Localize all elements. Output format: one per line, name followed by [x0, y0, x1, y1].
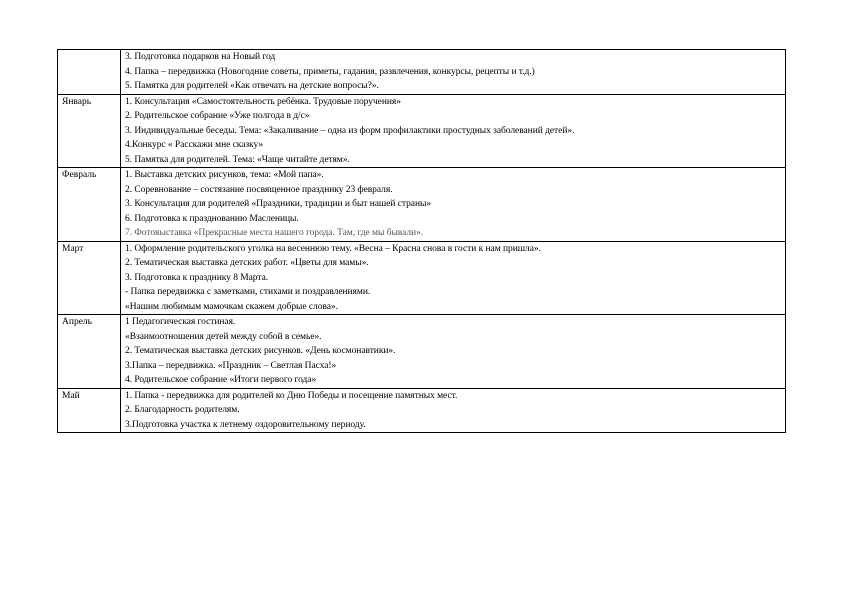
- month-cell: Май: [58, 388, 121, 433]
- list-item: 3. Индивидуальные беседы. Тема: «Закаливание – одна из форм профилактики простудных заболеваний детей».: [125, 125, 575, 136]
- list-item: 6. Подготовка к празднованию Масленицы.: [125, 213, 299, 224]
- list-item: 5. Памятка для родителей. Тема: «Чаще читайте детям».: [125, 154, 350, 165]
- month-cell: [58, 50, 121, 95]
- items-cell: [121, 94, 786, 168]
- list-item: 1 Педагогическая гостиная.: [125, 317, 236, 327]
- activity-plan-table: [57, 49, 786, 433]
- month-cell: Январь: [58, 94, 121, 168]
- list-item: 1. Оформление родительского уголка на весеннюю тему. «Весна – Красна снова в гости к нам пришла».: [125, 243, 541, 254]
- list-item: 1. Консультация «Самостоятельность ребёнка. Трудовые поручения»: [125, 96, 401, 107]
- list-item: 3.Папка – передвижка. «Праздник – Светлая Пасха!»: [125, 360, 337, 371]
- list-item: 3. Подготовка к празднику 8 Марта.: [125, 272, 269, 283]
- list-item: 2. Тематическая выставка детских рисунков. «День космонавтики».: [125, 346, 396, 356]
- list-item: 3. Консультация для родителей «Праздники, традиции и быт нашей страны»: [125, 199, 432, 209]
- list-item: 4. Папка – передвижка (Новогодние советы, приметы, гадания, развлечения, конкурсы, рецепты и т.д.): [125, 66, 535, 77]
- list-item: 4. Родительское собрание «Итоги первого года»: [125, 375, 317, 385]
- month-cell: Апрель: [58, 315, 121, 389]
- items-cell: [121, 168, 786, 242]
- list-item: «Взаимоотношения детей между собой в семье».: [125, 331, 322, 342]
- list-item: 3.Подготовка участка к летнему оздоровительному периоду.: [125, 419, 366, 430]
- items-cell: [121, 50, 786, 95]
- items-cell: [121, 241, 786, 315]
- list-item: 5. Памятка для родителей «Как отвечать на детские вопросы?».: [125, 81, 379, 91]
- table-row: [58, 168, 786, 242]
- month-cell: Февраль: [58, 168, 121, 242]
- list-item: - Папка передвижка с заметками, стихами и поздравлениями.: [125, 287, 371, 297]
- list-item: 7. Фотовыставка «Прекрасные места нашего города. Там, где мы бывали».: [125, 228, 424, 238]
- table-row: [58, 315, 786, 389]
- month-cell: Март: [58, 241, 121, 315]
- list-item: 4.Конкурс « Расскажи мне сказку»: [125, 140, 264, 150]
- table-row: [58, 241, 786, 315]
- list-item: 1. Выставка детских рисунков, тема: «Мой папа».: [125, 170, 324, 180]
- items-cell: [121, 388, 786, 433]
- list-item: 1. Папка - передвижка для родителей ко Дню Победы и посещение памятных мест.: [125, 390, 458, 401]
- list-item: «Нашим любимым мамочкам скажем добрые слова».: [125, 301, 338, 312]
- list-item: 2. Благодарность родителям.: [125, 405, 240, 415]
- list-item: 2. Соревнование – состязание посвященное празднику 23 февраля.: [125, 184, 393, 195]
- table-row: [58, 388, 786, 433]
- table-row: [58, 94, 786, 168]
- list-item: 2. Тематическая выставка детских работ. «Цветы для мамы».: [125, 258, 369, 268]
- list-item: 3. Подготовка подарков на Новый год: [125, 52, 276, 62]
- table-row: [58, 50, 786, 95]
- list-item: 2. Родительское собрание «Уже полгода в д/с»: [125, 111, 310, 121]
- items-cell: [121, 315, 786, 389]
